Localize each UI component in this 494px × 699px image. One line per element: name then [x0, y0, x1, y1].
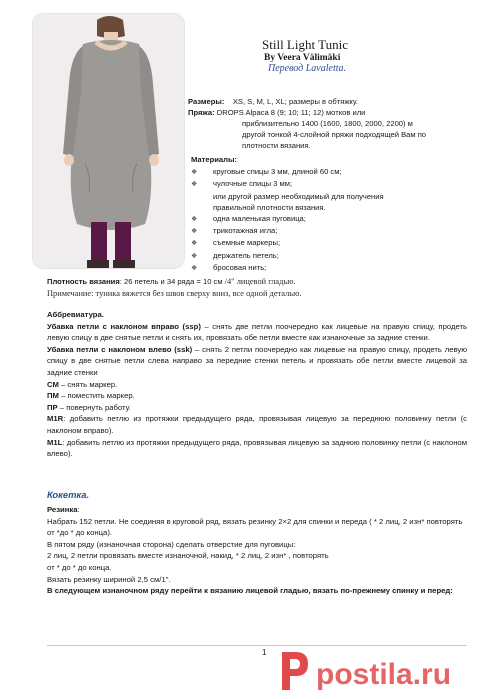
translation-credit: Перевод Lavaletta.	[268, 63, 347, 74]
ribbing-paragraph: Вязать резинку шириной 2,5 см/1".	[47, 574, 171, 584]
sizes-label: Размеры:	[188, 97, 225, 106]
yarn-line-3: другой тонкой 4-слойной пряжи подходящей Вам по	[242, 130, 427, 139]
material-item: ❖ бросовая нить;	[191, 262, 384, 274]
title-block	[262, 37, 422, 74]
abbr-m1l: M1L: добавить петлю из протяжки предыдущего ряда, провязывая лицевую за заднюю половинку петли (с наклоном влево).	[47, 437, 467, 459]
material-item: ❖ держатель петель;	[191, 250, 384, 262]
ribbing-label: Резинка	[47, 505, 78, 514]
ribbing-paragraph: 2 лиц, 2 петли провязать вместе изнаночной, накид, * 2 лиц, 2 изн* , повторять	[47, 551, 329, 561]
material-item: ❖ съемные маркеры;	[191, 237, 384, 249]
ribbing-paragraph: от * до * до конца.	[47, 562, 112, 572]
abbreviations-section	[47, 309, 467, 460]
yarn-line-4: плотности вязания.	[242, 141, 311, 150]
abbr-m1r: M1R: добавить петлю из протяжки предыдущего ряда, провязывая лицевую за переднюю половинку петли (с наклоном вправо).	[47, 414, 467, 435]
yarn-row	[188, 107, 488, 118]
diamond-bullet-icon: ❖	[191, 181, 198, 189]
gauge-label: Плотность вязания	[47, 277, 120, 286]
sizes-value: XS, S, M, L, XL; размеры в обтяжку.	[232, 97, 358, 106]
abbr-ssk: Убавка петли с наклоном влево (ssk) – снять 2 петли поочередно как лицевые на правую спицу, продеть левую спицу в две снятые петли слева направо за передние стенки петель и провязать обе петли вместе лицевой за задние стенки	[47, 344, 467, 377]
abbr-ssp: Убавка петли с наклоном вправо (ssp) – снять две петли поочередно как лицевые на правую спицу, продеть левую спицу в две снятые петли и снять их, провязать обе петли вместе как изнаночные за задние стенки.	[47, 321, 467, 343]
material-item: ❖ трикотажная игла;	[191, 225, 384, 237]
material-item: ❖ круговые спицы 3 мм, длиной 60 см;	[191, 166, 384, 178]
ribbing-paragraph: В следующем изнаночном ряду перейти к вязанию лицевой гладью, вязать по-прежнему спинку и перед:	[47, 586, 453, 596]
materials-block	[191, 154, 384, 274]
diamond-bullet-icon: ❖	[191, 228, 198, 236]
abbr-pm: ПМ – поместить маркер.	[47, 391, 135, 401]
material-item: ❖ одна маленькая пуговица;	[191, 213, 384, 225]
abbr-pr: ПР – повернуть работу.	[47, 402, 131, 412]
gauge-line	[47, 277, 296, 286]
material-item-continuation: или другой размер необходимый для получения	[213, 191, 384, 201]
yarn-label: Пряжа:	[188, 108, 215, 117]
material-item: ❖ чулочные спицы 3 мм;	[191, 178, 384, 190]
ribbing-paragraph: В пятом ряду (изнаночная сторона) сделать отверстие для пуговицы:	[47, 539, 296, 549]
yarn-line-2: приблизительно 1400 (1600, 1800, 2000, 2200) м	[242, 119, 413, 128]
sizes-row	[188, 96, 488, 107]
page-number: 1	[262, 648, 267, 657]
gauge-note: Примечание: туника вяжется без швов сверху вниз, все одной деталью.	[47, 289, 302, 298]
ribbing-section	[47, 504, 472, 597]
diamond-bullet-icon: ❖	[191, 252, 198, 260]
pattern-author: By Veera Välimäki	[264, 53, 341, 63]
diamond-bullet-icon: ❖	[191, 240, 198, 248]
postila-watermark-logo	[268, 646, 490, 694]
svg-text:postila.ru: postila.ru	[316, 658, 452, 691]
abbreviations-heading: Аббревиатура.	[47, 310, 104, 319]
materials-label: Материалы:	[191, 155, 237, 164]
diamond-bullet-icon: ❖	[191, 264, 198, 272]
yarn-line-1: DROPS Alpaca 8 (9; 10; 11; 12) мотков или	[216, 108, 366, 117]
specs-block	[188, 96, 488, 151]
gauge-value: : 26 петель и 34 ряда = 10 см	[119, 277, 223, 286]
gauge-unit: /4" лицевой гладью.	[224, 277, 296, 286]
pattern-title: Still Light Tunic	[262, 37, 348, 52]
ribbing-heading: Резинка:	[47, 505, 80, 514]
diamond-bullet-icon: ❖	[191, 169, 198, 177]
tunic-photo	[33, 14, 184, 268]
diamond-bullet-icon: ❖	[191, 216, 198, 224]
abbr-cm: СМ – снять маркер.	[47, 379, 118, 389]
material-item-continuation: правильной плотности вязания.	[213, 202, 326, 212]
ribbing-paragraph: Набрать 152 петли. Не соединяя в круговой ряд, вязать резинку 2×2 для спинки и переда ( * 2 лиц, 2 изн* повторять от *до * до конца).	[47, 516, 463, 538]
section-title: Кокетка.	[47, 489, 90, 500]
